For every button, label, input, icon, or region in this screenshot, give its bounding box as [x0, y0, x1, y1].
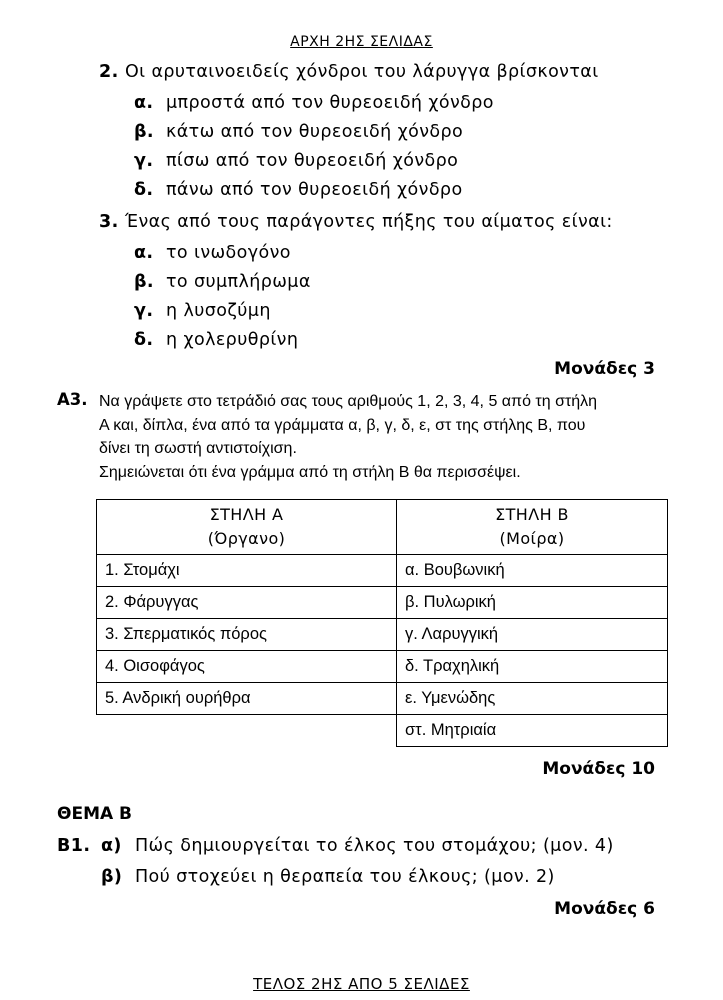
- option-item: [134, 330, 298, 350]
- instruction-line: δίνει τη σωστή αντιστοίχιση.: [99, 440, 297, 457]
- option-item: [134, 272, 311, 292]
- option-item: [134, 243, 291, 263]
- column-b-title: ΣΤΗΛΗ Β: [495, 505, 569, 524]
- option-label: γ.: [134, 151, 154, 171]
- table-row: [97, 683, 668, 715]
- sub-question-text: Πού στοχεύει η θεραπεία του έλκους; (μον. 2): [135, 867, 555, 887]
- instruction-line: Α και, δίπλα, ένα από τα γράμματα α, β, γ, δ, ε, στ της στήλης Β, που: [99, 416, 586, 434]
- units-label: Μονάδες 6: [554, 899, 655, 919]
- question-text: Οι αρυταινοειδείς χόνδροι του λάρυγγα βρίσκονται: [125, 62, 599, 82]
- table-cell: στ. Μητριαία: [397, 715, 668, 747]
- option-label: δ.: [134, 330, 154, 350]
- table-row: [97, 619, 668, 651]
- sub-question-label: α): [101, 836, 122, 856]
- option-item: [134, 122, 463, 142]
- option-text: κάτω από τον θυρεοειδή χόνδρο: [166, 122, 464, 142]
- option-text: το ινωδογόνο: [166, 243, 291, 263]
- sub-question-b: [101, 867, 555, 887]
- page-footer: ΤΕΛΟΣ 2ΗΣ ΑΠΟ 5 ΣΕΛΙΔΕΣ: [253, 975, 470, 993]
- sub-question-text: Πώς δημιουργείται το έλκος του στομάχου; (μον. 4): [135, 836, 614, 856]
- table-cell: δ. Τραχηλική: [397, 651, 668, 683]
- option-text: πίσω από τον θυρεοειδή χόνδρο: [166, 151, 459, 171]
- instruction-line: Να γράψετε στο τετράδιό σας τους αριθμούς 1, 2, 3, 4, 5 από τη στήλη: [99, 393, 598, 410]
- table-cell: 2. Φάρυγγας: [97, 587, 397, 619]
- table-cell: ε. Υμενώδης: [397, 683, 668, 715]
- table-cell: α. Βουβωνική: [397, 555, 668, 587]
- table-row: [97, 651, 668, 683]
- question-number: Β1.: [57, 836, 91, 856]
- column-a-header: [97, 500, 397, 555]
- option-item: [134, 180, 463, 200]
- option-label: β.: [134, 122, 154, 142]
- option-text: πάνω από τον θυρεοειδή χόνδρο: [166, 180, 463, 200]
- table-cell: 1. Στομάχι: [97, 555, 397, 587]
- table-cell-empty: [97, 715, 397, 747]
- section-heading: ΘΕΜΑ Β: [57, 804, 133, 824]
- matching-table: [96, 499, 668, 747]
- table-row: [97, 555, 668, 587]
- table-row: [97, 587, 668, 619]
- column-a-title: ΣΤΗΛΗ Α: [209, 505, 284, 524]
- table-row: [97, 715, 668, 747]
- option-label: γ.: [134, 301, 154, 321]
- option-text: η χολερυθρίνη: [166, 330, 299, 350]
- option-label: δ.: [134, 180, 154, 200]
- question-b1: [57, 836, 614, 856]
- option-item: [134, 301, 271, 321]
- option-item: [134, 151, 458, 171]
- page-header: ΑΡΧΗ 2ΗΣ ΣΕΛΙΔΑΣ: [290, 34, 433, 50]
- units-label: Μονάδες 10: [542, 759, 655, 779]
- sub-question-label: β): [101, 867, 123, 887]
- option-label: α.: [134, 243, 154, 263]
- column-a-subtitle: (Όργανο): [207, 529, 286, 548]
- units-label: Μονάδες 3: [554, 359, 655, 379]
- question-a3-text: [99, 390, 669, 484]
- question-text: Ένας από τους παράγοντες πήξης του αίματος είναι:: [125, 212, 613, 232]
- table-cell: 3. Σπερματικός πόρος: [97, 619, 397, 651]
- option-label: β.: [134, 272, 154, 292]
- question-number: 3.: [99, 212, 119, 232]
- question-a3-label: Α3.: [57, 390, 88, 409]
- table-cell: γ. Λαρυγγική: [397, 619, 668, 651]
- column-b-subtitle: (Μοίρα): [499, 529, 565, 548]
- table-cell: β. Πυλωρική: [397, 587, 668, 619]
- option-text: μπροστά από τον θυρεοειδή χόνδρο: [166, 93, 494, 113]
- table-cell: 4. Οισοφάγος: [97, 651, 397, 683]
- column-b-header: [397, 500, 668, 555]
- question-2: [99, 62, 599, 82]
- option-text: το συμπλήρωμα: [166, 272, 311, 292]
- question-number: 2.: [99, 62, 119, 82]
- table-header-row: [97, 500, 668, 555]
- option-item: [134, 93, 494, 113]
- question-3: [99, 212, 613, 232]
- option-text: η λυσοζύμη: [166, 301, 271, 321]
- table-cell: 5. Ανδρική ουρήθρα: [97, 683, 397, 715]
- instruction-line: Σημειώνεται ότι ένα γράμμα από τη στήλη Β θα περισσέψει.: [99, 463, 521, 481]
- option-label: α.: [134, 93, 154, 113]
